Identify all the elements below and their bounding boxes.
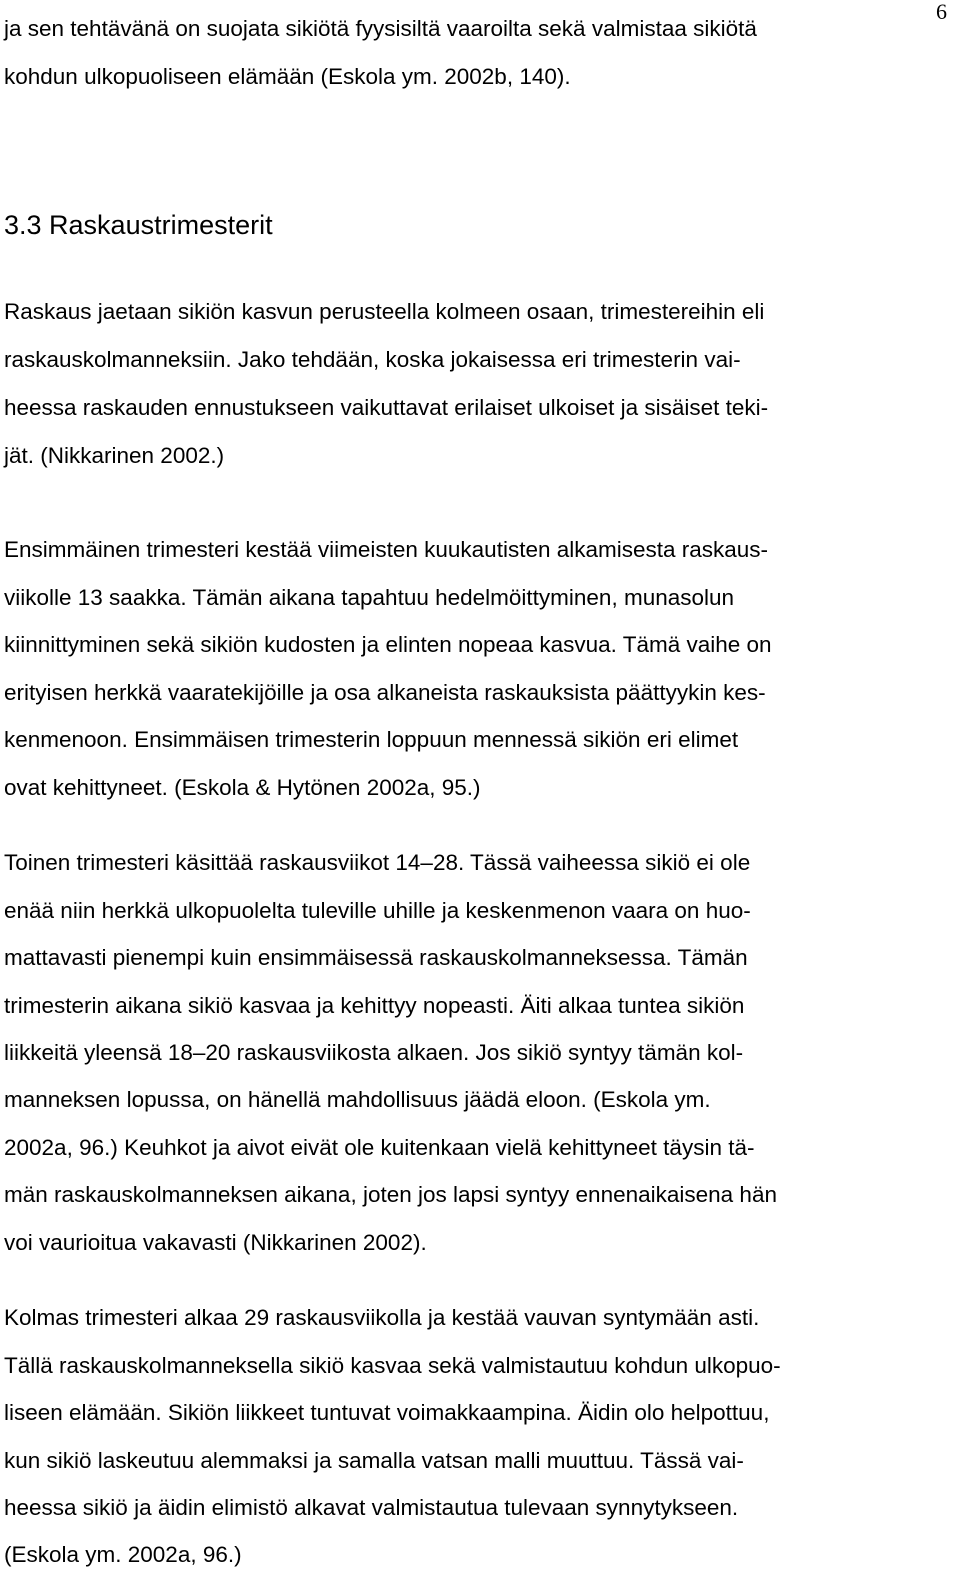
paragraph-4-line: kun sikiö laskeutuu alemmaksi ja samalla vatsan malli muuttuu. Tässä vai- <box>4 1448 744 1473</box>
paragraph-2-line: ovat kehittyneet. (Eskola & Hytönen 2002a, 95.) <box>4 775 481 800</box>
paragraph-2-line: Ensimmäinen trimesteri kestää viimeisten kuukautisten alkamisesta raskaus- <box>4 537 769 562</box>
paragraph-4-line: Tällä raskauskolmanneksella sikiö kasvaa sekä valmistautuu kohdun ulkopuo- <box>4 1353 781 1378</box>
intro-line: ja sen tehtävänä on suojata sikiötä fyysisiltä vaaroilta sekä valmistaa sikiötä <box>4 16 757 41</box>
page-number: 6 <box>936 0 947 24</box>
paragraph-3-line: voi vaurioitua vakavasti (Nikkarinen 2002). <box>4 1230 427 1255</box>
paragraph-1-line: raskauskolmanneksiin. Jako tehdään, koska jokaisessa eri trimesterin vai- <box>4 347 741 372</box>
paragraph-3-line: trimesterin aikana sikiö kasvaa ja kehittyy nopeasti. Äiti alkaa tuntea sikiön <box>4 993 745 1018</box>
paragraph-2-line: erityisen herkkä vaaratekijöille ja osa alkaneista raskauksista päättyykin kes- <box>4 680 766 705</box>
paragraph-3-line: män raskauskolmanneksen aikana, joten jos lapsi syntyy ennenaikaisena hän <box>4 1182 777 1207</box>
paragraph-1-line: heessa raskauden ennustukseen vaikuttavat erilaiset ulkoiset ja sisäiset teki- <box>4 395 769 420</box>
section-heading: 3.3 Raskaustrimesterit <box>4 210 273 240</box>
paragraph-3-line: manneksen lopussa, on hänellä mahdollisuus jäädä eloon. (Eskola ym. <box>4 1087 711 1112</box>
paragraph-4-line: Kolmas trimesteri alkaa 29 raskausviikolla ja kestää vauvan syntymään asti. <box>4 1305 760 1330</box>
paragraph-4-line: liseen elämään. Sikiön liikkeet tuntuvat voimakkaampina. Äidin olo helpottuu, <box>4 1400 770 1425</box>
paragraph-4-line: heessa sikiö ja äidin elimistö alkavat valmistautua tulevaan synnytykseen. <box>4 1495 739 1520</box>
paragraph-1-line: Raskaus jaetaan sikiön kasvun perusteella kolmeen osaan, trimestereihin eli <box>4 299 765 324</box>
paragraph-2-line: kiinnittyminen sekä sikiön kudosten ja elinten nopeaa kasvua. Tämä vaihe on <box>4 632 772 657</box>
paragraph-3-line: Toinen trimesteri käsittää raskausviikot 14–28. Tässä vaiheessa sikiö ei ole <box>4 850 751 875</box>
paragraph-3-line: mattavasti pienempi kuin ensimmäisessä raskauskolmanneksessa. Tämän <box>4 945 748 970</box>
intro-line: kohdun ulkopuoliseen elämään (Eskola ym. 2002b, 140). <box>4 64 571 89</box>
paragraph-1-line: jät. (Nikkarinen 2002.) <box>4 443 225 468</box>
paragraph-2-line: kenmenoon. Ensimmäisen trimesterin loppuun mennessä sikiön eri elimet <box>4 727 739 752</box>
paragraph-4-line: (Eskola ym. 2002a, 96.) <box>4 1542 242 1567</box>
paragraph-3-line: liikkeitä yleensä 18–20 raskausviikosta alkaen. Jos sikiö syntyy tämän kol- <box>4 1040 744 1065</box>
paragraph-2-line: viikolle 13 saakka. Tämän aikana tapahtuu hedelmöittyminen, munasolun <box>4 585 735 610</box>
paragraph-3-line: enää niin herkkä ulkopuolelta tuleville uhille ja keskenmenon vaara on huo- <box>4 898 751 923</box>
paragraph-3-line: 2002a, 96.) Keuhkot ja aivot eivät ole kuitenkaan vielä kehittyneet täysin tä- <box>4 1135 755 1160</box>
